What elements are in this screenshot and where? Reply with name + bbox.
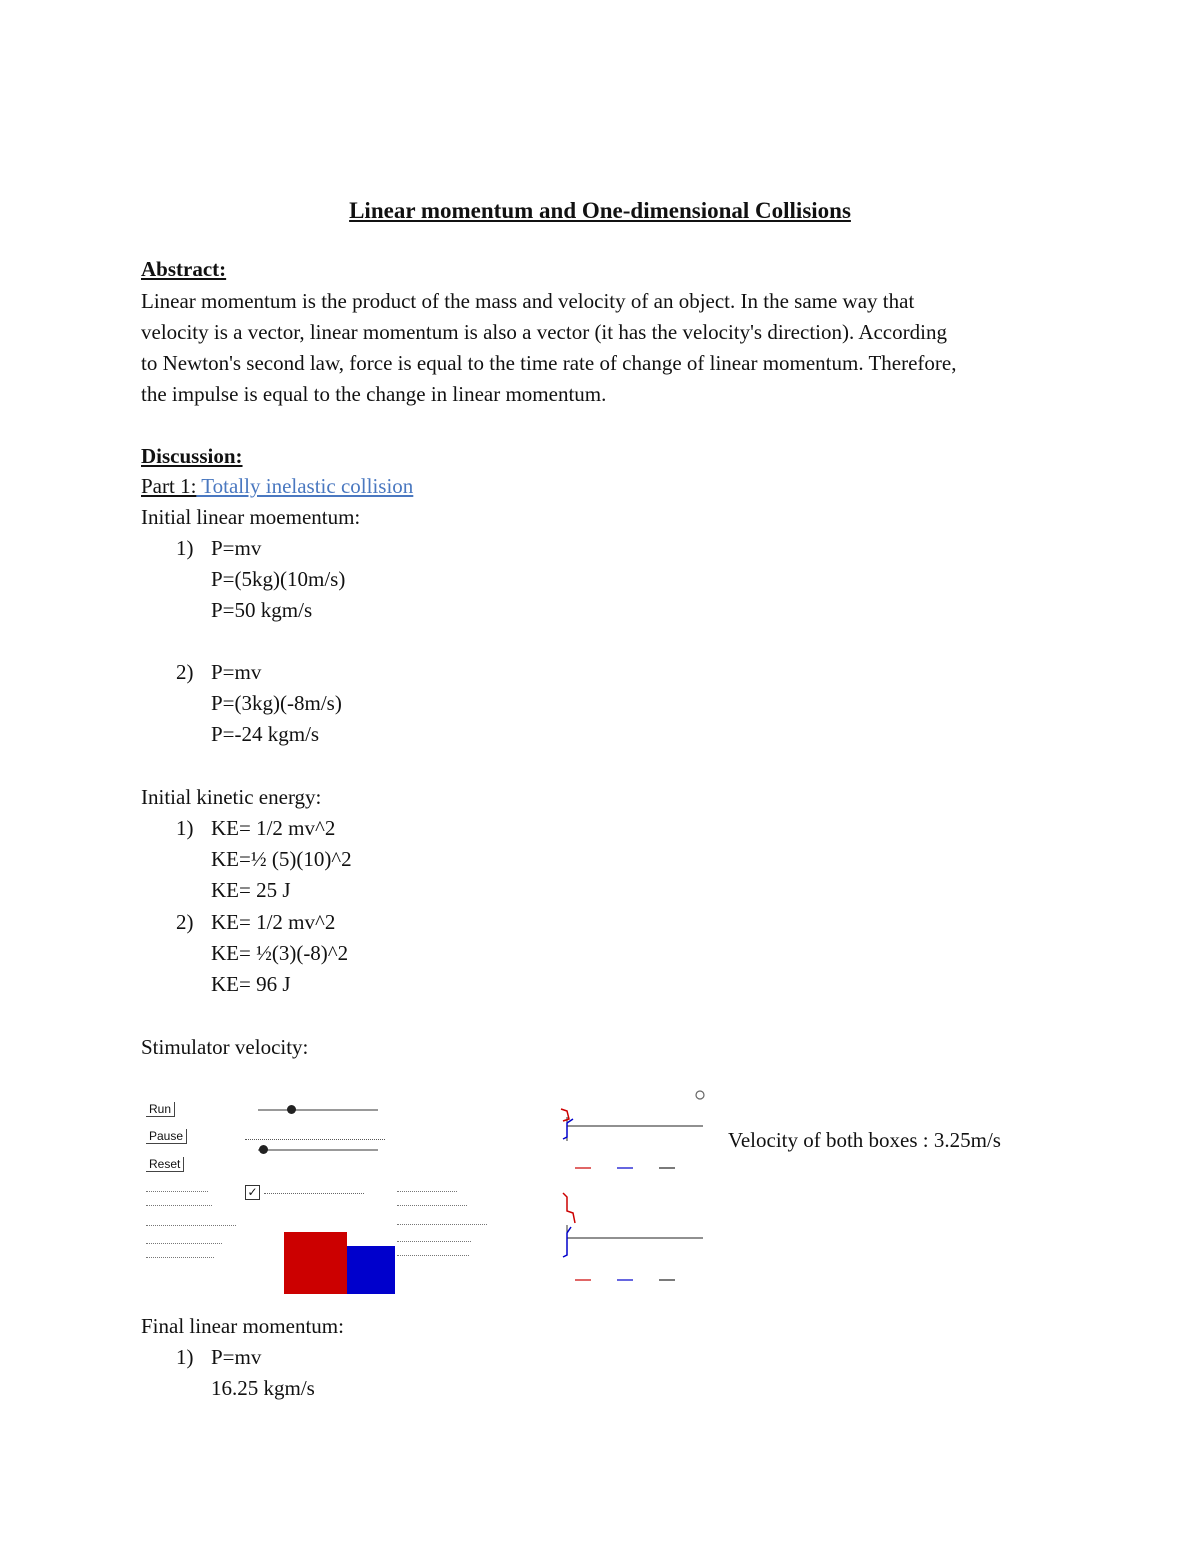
checkbox-label-line	[264, 1190, 364, 1194]
equation-line: KE= 1/2 mv^2	[211, 816, 336, 840]
abstract-line: the impulse is equal to the change in linear momentum.	[141, 382, 607, 406]
run-button[interactable]: Run	[146, 1102, 175, 1117]
red-box	[284, 1232, 347, 1294]
readout-line	[397, 1202, 467, 1206]
readout-line	[397, 1252, 469, 1256]
equation-line: KE= 96 J	[211, 972, 291, 996]
red-momentum-trace	[563, 1193, 575, 1223]
equation-line: P=50 kgm/s	[211, 598, 313, 622]
equation-line: P=mv	[211, 660, 262, 684]
slider-track[interactable]	[258, 1149, 378, 1151]
slider-handle[interactable]	[287, 1105, 296, 1114]
equation-line: KE= 25 J	[211, 878, 291, 902]
list-number: 2)	[176, 910, 194, 934]
readout-line	[397, 1221, 487, 1225]
refresh-icon[interactable]	[696, 1091, 704, 1099]
discussion-heading: Discussion:	[141, 444, 243, 468]
equation-line: P=(5kg)(10m/s)	[211, 567, 346, 591]
initial-ke-label: Initial kinetic energy:	[141, 785, 322, 809]
readout-line	[146, 1222, 236, 1226]
readout-line	[146, 1202, 212, 1206]
readout-line	[397, 1238, 471, 1242]
abstract-line: velocity is a vector, linear momentum is also a vector (it has the velocity's direction). According	[141, 320, 947, 344]
simulator-graphs	[545, 1085, 715, 1300]
equation-line: KE=½ (5)(10)^2	[211, 847, 352, 871]
list-number: 1)	[176, 816, 194, 840]
final-momentum-label: Final linear momentum:	[141, 1314, 344, 1338]
list-number: 1)	[176, 1345, 194, 1369]
abstract-line: Linear momentum is the product of the mass and velocity of an object. In the same way that	[141, 289, 915, 313]
abstract-line: to Newton's second law, force is equal to the time rate of change of linear momentum. Therefore,	[141, 351, 957, 375]
reset-button[interactable]: Reset	[146, 1157, 184, 1172]
velocity-result: Velocity of both boxes : 3.25m/s	[728, 1128, 1001, 1152]
list-number: 2)	[176, 660, 194, 684]
initial-momentum-label: Initial linear moementum:	[141, 505, 361, 529]
slider-handle[interactable]	[259, 1145, 268, 1154]
red-velocity-trace	[561, 1109, 569, 1121]
blue-box	[347, 1246, 395, 1294]
equation-line: KE= ½(3)(-8)^2	[211, 941, 349, 965]
equation-line: KE= 1/2 mv^2	[211, 910, 336, 934]
readout-line	[146, 1188, 208, 1192]
part-prefix: Part 1:	[141, 474, 197, 498]
readout-line	[146, 1254, 214, 1258]
abstract-heading: Abstract:	[141, 257, 227, 281]
readout-line	[146, 1240, 222, 1244]
equation-line: 16.25 kgm/s	[211, 1376, 315, 1400]
abstract-body	[141, 286, 1101, 410]
part-1-heading	[141, 474, 413, 499]
equation-line: P=(3kg)(-8m/s)	[211, 691, 342, 715]
simulator-panel	[140, 1088, 500, 1298]
pause-button[interactable]: Pause	[146, 1129, 187, 1144]
blue-velocity-trace	[563, 1119, 573, 1139]
equation-line: P=-24 kgm/s	[211, 722, 320, 746]
equation-line: P=mv	[211, 1345, 262, 1369]
list-number: 1)	[176, 536, 194, 560]
slider-caption-line	[245, 1132, 385, 1140]
equation-line: P=mv	[211, 536, 262, 560]
readout-line	[397, 1188, 457, 1192]
part-link[interactable]: Totally inelastic collision	[196, 474, 414, 498]
page-title: Linear momentum and One-dimensional Collisions	[349, 198, 851, 223]
simulator-label: Stimulator velocity:	[141, 1035, 309, 1059]
show-energy-checkbox[interactable]: ✓	[245, 1185, 260, 1200]
slider-track[interactable]	[258, 1109, 378, 1111]
